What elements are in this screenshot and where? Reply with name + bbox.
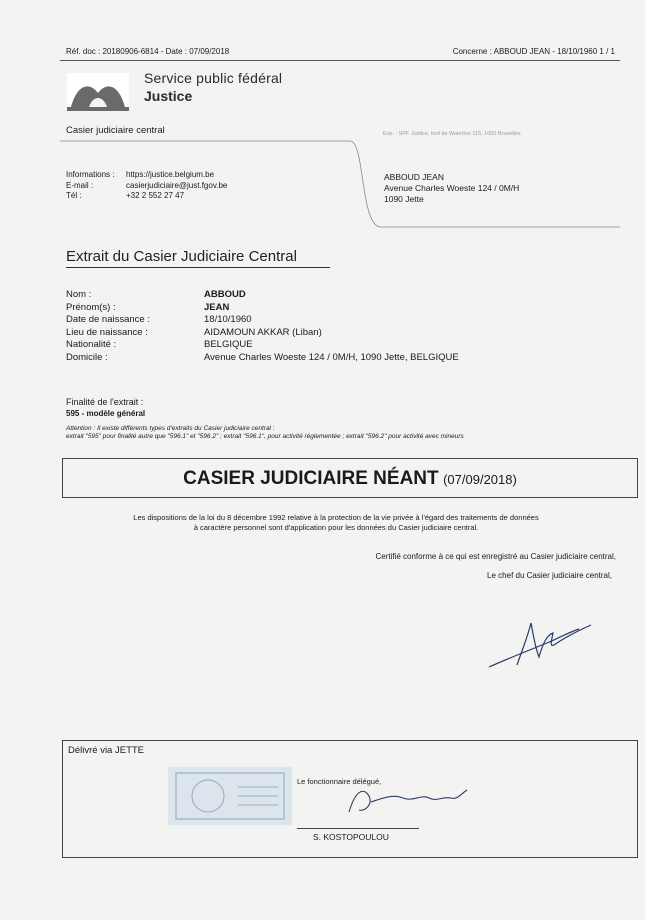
org-name: Service public fédéral [144, 70, 283, 86]
delegate-signature-icon [343, 772, 473, 824]
email-label: E-mail : [66, 180, 94, 190]
field-value: BELGIQUE [204, 339, 253, 350]
chef-signature-icon [487, 613, 597, 673]
field-label: Nom : [66, 289, 92, 300]
attention-note [66, 425, 464, 441]
document-title: Extrait du Casier Judiciaire Central [66, 248, 297, 265]
recipient-address [384, 172, 519, 205]
delegate-signature-line [297, 828, 419, 829]
email-value: casierjudiciaire@just.fgov.be [126, 180, 228, 190]
delegate-title: Le fonctionnaire délégué, [297, 777, 382, 786]
field-label: Prénom(s) : [66, 301, 116, 313]
header-divider [60, 60, 620, 61]
law-line-1: Les dispositions de la loi du 8 décembre 1992 relative à la protection de la vie privée à l'égard des traitements de données [133, 513, 539, 522]
recipient-name: ABBOUD JEAN [384, 172, 444, 182]
field-row-date-naissance [66, 314, 459, 327]
field-row-nom [66, 289, 459, 302]
justice-logo-icon [67, 73, 129, 111]
field-label: Nationalité : [66, 339, 117, 350]
chef-title: Le chef du Casier judiciaire central, [487, 571, 612, 580]
recipient-city: 1090 Jette [384, 194, 424, 204]
delegate-name: S. KOSTOPOULOU [313, 832, 389, 842]
certification-text: Certifié conforme à ce qui est enregistré au Casier judiciaire central, [375, 552, 616, 561]
org-justice: Justice [144, 88, 193, 104]
attention-line-2: extrait "595" pour finalité autre que "596.1" et "596.2" ; extrait "596.1", pour activité réglementée ; extrait "596.2" pour activité avec mineurs [66, 433, 464, 440]
finalite-label: Finalité de l'extrait : [66, 397, 144, 407]
sender-address: Exp. : SPF Justice, bvd de Waterloo 115, 1000 Bruxelles [383, 131, 521, 137]
result-date: (07/09/2018) [443, 472, 517, 487]
field-row-prenom [66, 302, 459, 315]
finalite-value: 595 - modèle général [66, 409, 146, 418]
result-text: CASIER JUDICIAIRE NÉANT [183, 468, 439, 489]
department-name: Casier judiciaire central [66, 125, 165, 136]
finalite-block [66, 397, 145, 419]
identity-fields [66, 289, 459, 364]
law-line-2: à caractère personnel sont d'application pour les données du Casier judiciaire central. [193, 522, 479, 532]
tel-label: Tél : [66, 191, 82, 200]
delivery-location: Délivré via JETTE [68, 745, 145, 756]
info-label: Informations : [66, 170, 115, 179]
field-value: 18/10/1960 [204, 314, 252, 325]
field-value: AIDAMOUN AKKAR (Liban) [204, 326, 322, 338]
field-value: Avenue Charles Woeste 124 / 0M/H, 1090 Jette, BELGIQUE [204, 351, 459, 363]
field-row-domicile [66, 352, 459, 365]
municipal-stamp-icon [168, 767, 292, 825]
info-url: https://justice.belgium.be [126, 170, 215, 179]
law-notice [66, 513, 606, 532]
field-value: ABBOUD [204, 289, 246, 300]
tel-value: +32 2 552 27 47 [126, 191, 185, 200]
field-label: Date de naissance : [66, 314, 150, 325]
field-label: Lieu de naissance : [66, 326, 148, 338]
field-value: JEAN [204, 301, 230, 313]
field-label: Domicile : [66, 351, 108, 363]
document-reference: Réf. doc : 20180906-6814 - Date : 07/09/2018 [66, 47, 230, 56]
attention-line-1: Attention : Il existe différents types d'extraits du Casier judiciaire central : [66, 425, 275, 432]
result-box [62, 458, 638, 498]
field-row-nationalite [66, 339, 459, 352]
concerne-reference: Concerne : ABBOUD JEAN - 18/10/1960 1 / 1 [452, 47, 615, 56]
contact-info [66, 170, 227, 202]
title-underline [66, 267, 330, 268]
field-row-lieu-naissance [66, 327, 459, 340]
recipient-street: Avenue Charles Woeste 124 / 0M/H [384, 183, 520, 193]
